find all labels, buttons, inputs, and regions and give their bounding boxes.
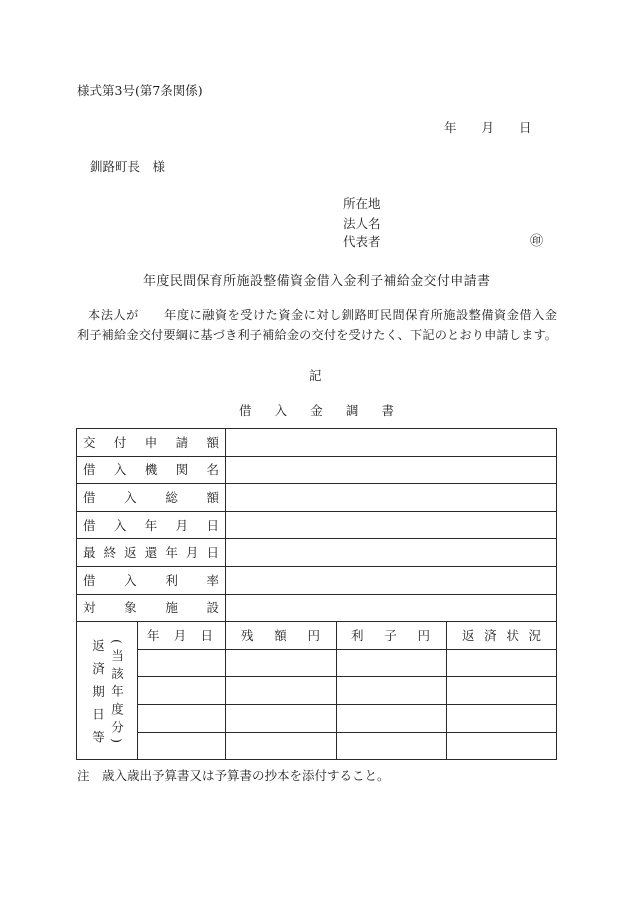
repayment-row [77,704,557,732]
repayment-cell [226,649,337,677]
document-title: 年度民間保育所施設整備資金借入金利子補給金交付申請書 [143,274,490,289]
row-label-final-repayment-date [77,539,226,567]
header-balance [226,622,337,650]
row-label-text: 交 付 申 請 額 [83,434,220,450]
row-label-text: 借 入 年 月 日 [83,517,220,533]
table-row [77,539,557,567]
repayment-row [77,677,557,705]
repayment-cell [226,704,337,732]
row-value-lender [226,456,557,484]
footnote: 注 歳入歳出予算書又は予算書の抄本を添付すること。 [77,768,390,783]
row-label-text: 対 象 施 設 [83,600,220,616]
repayment-cell [337,677,447,705]
row-label-lender [77,456,226,484]
repayment-cell [226,677,337,705]
date-line: 年 月 日 [444,120,532,135]
header-repayment-status [447,622,557,650]
repayment-cell [337,649,447,677]
repayment-cell [447,732,557,760]
row-value-total-borrowed [226,484,557,512]
row-label-text: 借 入 利 率 [83,572,220,588]
header-date [138,622,226,650]
header-balance-text: 残 額 円 [241,627,321,643]
body-text-line-1: 本法人が 年度に融資を受けた資金に対し釧路町民間保育所施設整備資金借入金 [88,308,557,322]
address-label: 所在地 [343,196,381,211]
header-date-text: 年 月 日 [147,627,214,643]
repayment-dates-label: 返済期日等 [90,638,106,743]
table-row [77,511,557,539]
form-number: 様式第3号(第7条関係) [77,83,203,98]
row-label-text: 借 入 機 関 名 [83,462,220,478]
table-row [77,429,557,457]
repayment-row [77,732,557,760]
borrowing-table [76,428,557,760]
table-row [77,484,557,512]
repayment-cell [138,732,226,760]
table-row [77,594,557,622]
row-label-target-facility [77,594,226,622]
addressee: 釧路町長 様 [90,159,166,174]
repayment-header-row [77,622,557,650]
row-value-target-facility [226,594,557,622]
repayment-cell [226,732,337,760]
table-row [77,566,557,594]
header-interest-text: 利 子 円 [351,627,431,643]
row-value-grant-amount [226,429,557,457]
row-value-borrow-date [226,511,557,539]
table-title: 借 入 金 調 書 [239,403,394,418]
ki-heading: 記 [309,368,322,383]
repayment-cell [138,649,226,677]
seal-mark: ㊞ [530,234,544,249]
repayment-cell [447,677,557,705]
repayment-cell [447,649,557,677]
repayment-cell [138,704,226,732]
row-label-grant-amount [77,429,226,457]
repayment-cell [337,732,447,760]
repayment-side-cell [77,622,138,760]
row-label-total-borrowed [77,484,226,512]
row-label-borrow-date [77,511,226,539]
header-repayment-status-text: 返 済 状 況 [462,627,542,643]
row-label-text: 最 終 返 還 年 月 日 [83,545,220,561]
current-fiscal-year-label: (当該年度分) [109,638,125,743]
body-text-line-2: 利子補給金交付要綱に基づき利子補給金の交付を受けたく、下記のとおり申請します。 [77,328,557,342]
repayment-row [77,649,557,677]
representative-label: 代表者 [343,234,381,249]
row-value-final-repayment-date [226,539,557,567]
row-value-interest-rate [226,566,557,594]
repayment-cell [138,677,226,705]
table-row [77,456,557,484]
repayment-cell [337,704,447,732]
row-label-text: 借 入 総 額 [83,489,220,505]
corporation-name-label: 法人名 [343,216,381,231]
row-label-interest-rate [77,566,226,594]
header-interest [337,622,447,650]
repayment-cell [447,704,557,732]
